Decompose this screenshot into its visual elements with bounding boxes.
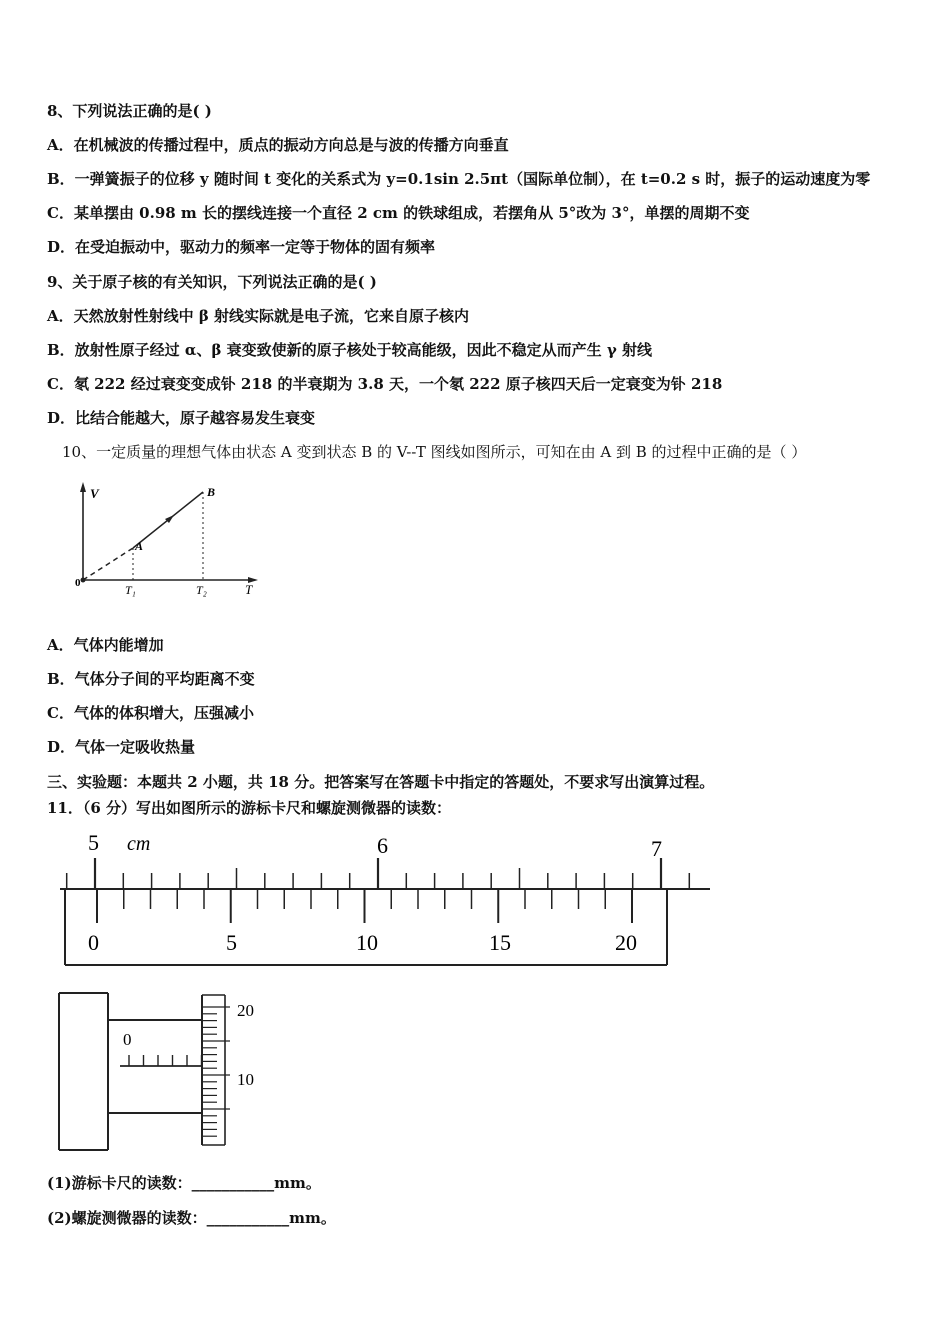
q11-stem: 11．（6 分）写出如图所示的游标卡尺和螺旋测微器的读数： <box>47 799 452 817</box>
caliper-main-label-5: 5 <box>88 830 99 855</box>
vernier-label-20: 20 <box>615 930 637 955</box>
vernier-caliper-figure <box>55 828 720 973</box>
vernier-label-5: 5 <box>226 930 237 955</box>
vt-graph <box>70 478 270 600</box>
q11-answer-1: (1)游标卡尺的读数：___________mm。 <box>47 1174 321 1192</box>
q10-option-b: B．气体分子间的平均距离不变 <box>47 670 255 688</box>
q8-option-b: B．一弹簧振子的位移 y 随时间 t 变化的关系式为 y=0.1sin 2.5πt（国际单位制），在 t=0.2 s 时，振子的运动速度为零 <box>47 170 871 188</box>
vernier-label-15: 15 <box>489 930 511 955</box>
micrometer-thimble-label-10: 10 <box>237 1070 254 1089</box>
graph-t1-label: T₁ <box>125 583 136 597</box>
graph-point-b: B <box>207 485 216 499</box>
q10-option-a: A．气体内能增加 <box>47 636 164 654</box>
graph-y-label: V <box>90 486 99 501</box>
q11-answer-2: (2)螺旋测微器的读数：___________mm。 <box>47 1209 336 1227</box>
q10-option-d: D．气体一定吸收热量 <box>47 738 196 756</box>
micrometer-figure <box>55 985 270 1157</box>
graph-point-a: A <box>135 539 144 553</box>
q9-option-d: D．比结合能越大，原子越容易发生衰变 <box>47 409 316 427</box>
caliper-unit-label: cm <box>127 833 151 855</box>
graph-x-label: T <box>245 582 253 597</box>
micrometer-thimble-label-20: 20 <box>237 1001 254 1020</box>
vernier-label-0: 0 <box>88 930 99 955</box>
q8-option-c: C．某单摆由 0.98 m 长的摆线连接一个直径 2 cm 的铁球组成，若摆角从 5°改为 3°，单摆的周期不变 <box>47 204 750 222</box>
graph-t2-label: T₂ <box>196 583 207 597</box>
q10-option-c: C．气体的体积增大，压强减小 <box>47 704 254 722</box>
graph-origin-label: 0 <box>75 577 81 589</box>
micrometer-sleeve-label-0: 0 <box>123 1030 132 1049</box>
q9-option-a: A．天然放射性射线中 β 射线实际就是电子流，它来自原子核内 <box>47 307 470 325</box>
q8-option-d: D．在受迫振动中，驱动力的频率一定等于物体的固有频率 <box>47 238 436 256</box>
q9-option-c: C．氡 222 经过衰变变成钋 218 的半衰期为 3.8 天，一个氡 222 原子核四天后一定衰变为钋 218 <box>47 375 723 393</box>
caliper-main-label-6: 6 <box>377 833 388 858</box>
caliper-main-label-7: 7 <box>651 836 662 861</box>
q9-stem: 9、关于原子核的有关知识，下列说法正确的是( ) <box>47 273 377 291</box>
section-3-heading: 三、实验题：本题共 2 小题，共 18 分。把答案写在答题卡中指定的答题处，不要求写出演算过程。 <box>47 773 715 791</box>
q9-option-b: B．放射性原子经过 α、β 衰变致使新的原子核处于较高能级，因此不稳定从而产生 γ 射线 <box>47 341 652 359</box>
q8-stem: 8、下列说法正确的是( ) <box>47 102 212 120</box>
q8-option-a: A．在机械波的传播过程中，质点的振动方向总是与波的传播方向垂直 <box>47 136 509 154</box>
q10-stem: 10、一定质量的理想气体由状态 A 变到状态 B 的 V--T 图线如图所示，可知在由 A 到 B 的过程中正确的是（ ） <box>62 443 807 461</box>
vernier-label-10: 10 <box>356 930 378 955</box>
